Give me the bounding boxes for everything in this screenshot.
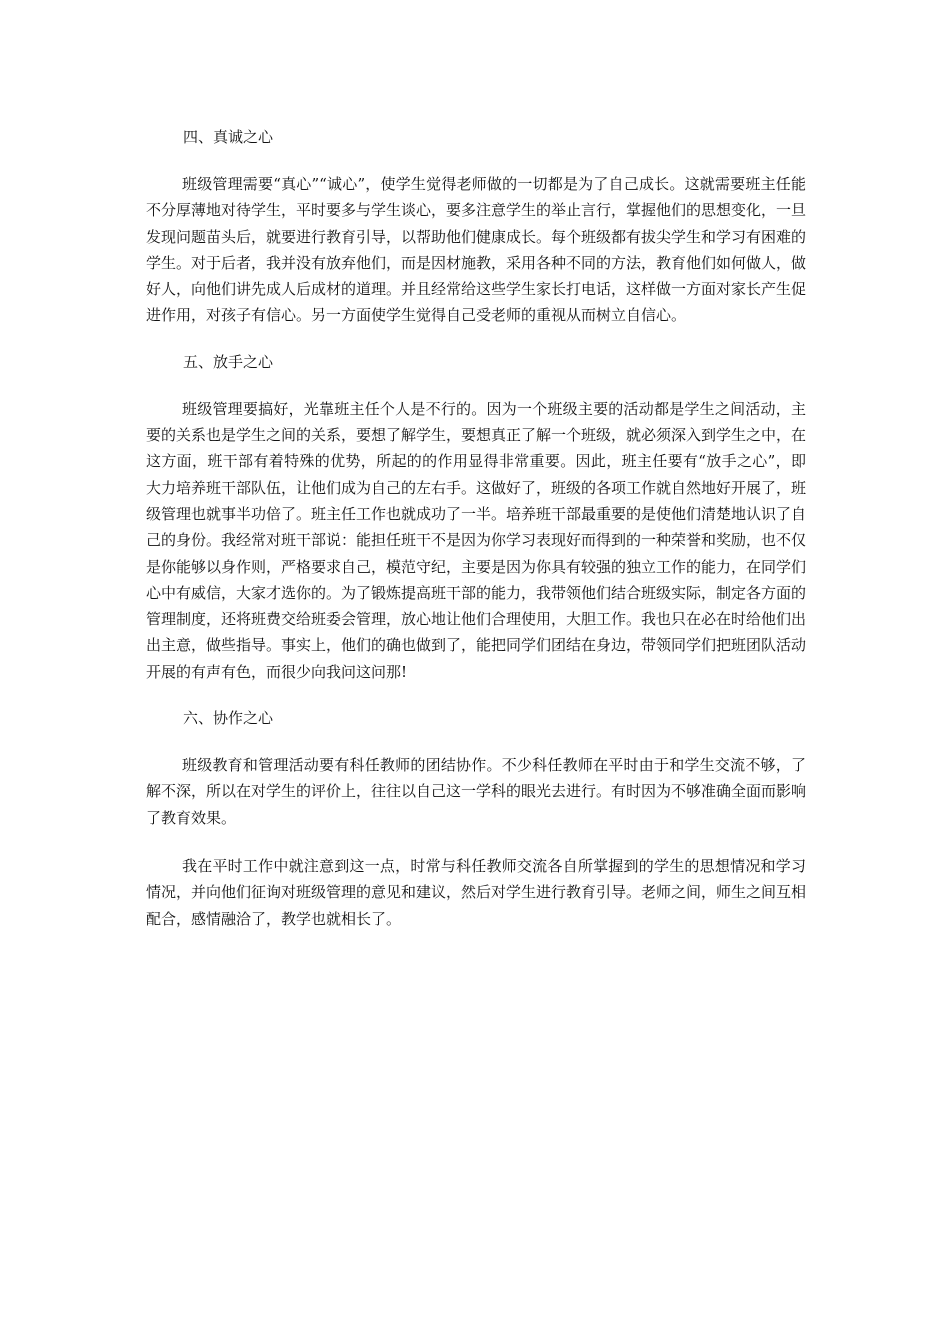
section-letting-go [146, 351, 806, 707]
section-sincere-heart [146, 126, 806, 351]
section-paragraph: 我在平时工作中就注意到这一点，时常与科任教师交流各自所掌握到的学生的思想情况和学习情况，并向他们征询对班级管理的意见和建议，然后对学生进行教育引导。老师之间，师生之间互相配合，感情融洽了，教学也就相长了。 [146, 856, 807, 928]
section-paragraph: 班级管理要搞好，光靠班主任个人是不行的。因为一个班级主要的活动都是学生之间活动，主要的关系也是学生之间的关系，要想了解学生，要想真正了解一个班级，就必须深入到学生之中，在这方面，班干部有着特殊的优势，所起的的作用显得非常重要。因此，班主任要有“放手之心”，即大力培养班干部队伍，让他们成为自己的左右手。这做好了，班级的各项工作就自然地好开展了，班级管理也就事半功倍了。班主任工作也就成功了一半。培养班干部最重要的是使他们清楚地认识了自己的身份。我经常对班干部说：能担任班干不是因为你学习表现好而得到的一种荣誉和奖励，也不仅是你能够以身作则，严格要求自己，模范守纪，主要是因为你具有较强的独立工作的能力，在同学们心中有威信，大家才选你的。为了锻炼提高班干部的能力，我带领他们结合班级实际，制定各方面的管理制度，还将班费交给班委会管理，放心地让他们合理使用，大胆工作。我也只在必在时给他们出出主意，做些指导。事实上，他们的确也做到了，能把同学们团结在身边，带领同学们把班团队活动开展的有声有色，而很少向我问这问那! [146, 399, 807, 681]
section-heading: 六、协作之心 [183, 709, 274, 728]
section-paragraph: 班级管理需要“真心”“诚心”，使学生觉得老师做的一切都是为了自己成长。这就需要班主任能不分厚薄地对待学生，平时要多与学生谈心，要多注意学生的举止言行，掌握他们的思想变化，一旦发现问题苗头后，就要进行教育引导，以帮助他们健康成长。每个班级都有拔尖学生和学习有困难的学生。对于后者，我并没有放弃他们，而是因材施教，采用各种不同的方法，教育他们如何做人，做好人，向他们讲先成人后成材的道理。并且经常给这些学生家长打电话，这样做一方面对家长产生促进作用，对孩子有信心。另一方面使学生觉得自己受老师的重视从而树立自信心。 [146, 175, 807, 325]
section-heading: 四、真诚之心 [183, 128, 274, 146]
section-paragraph: 班级教育和管理活动要有科任教师的团结协作。不少科任教师在平时由于和学生交流不够，了解不深，所以在对学生的评价上，往往以自己这一学科的眼光去进行。有时因为不够准确全面而影响了教育效果。 [146, 756, 807, 827]
section-cooperation [146, 707, 806, 932]
document-page [146, 126, 806, 932]
section-heading: 五、放手之心 [183, 352, 274, 371]
